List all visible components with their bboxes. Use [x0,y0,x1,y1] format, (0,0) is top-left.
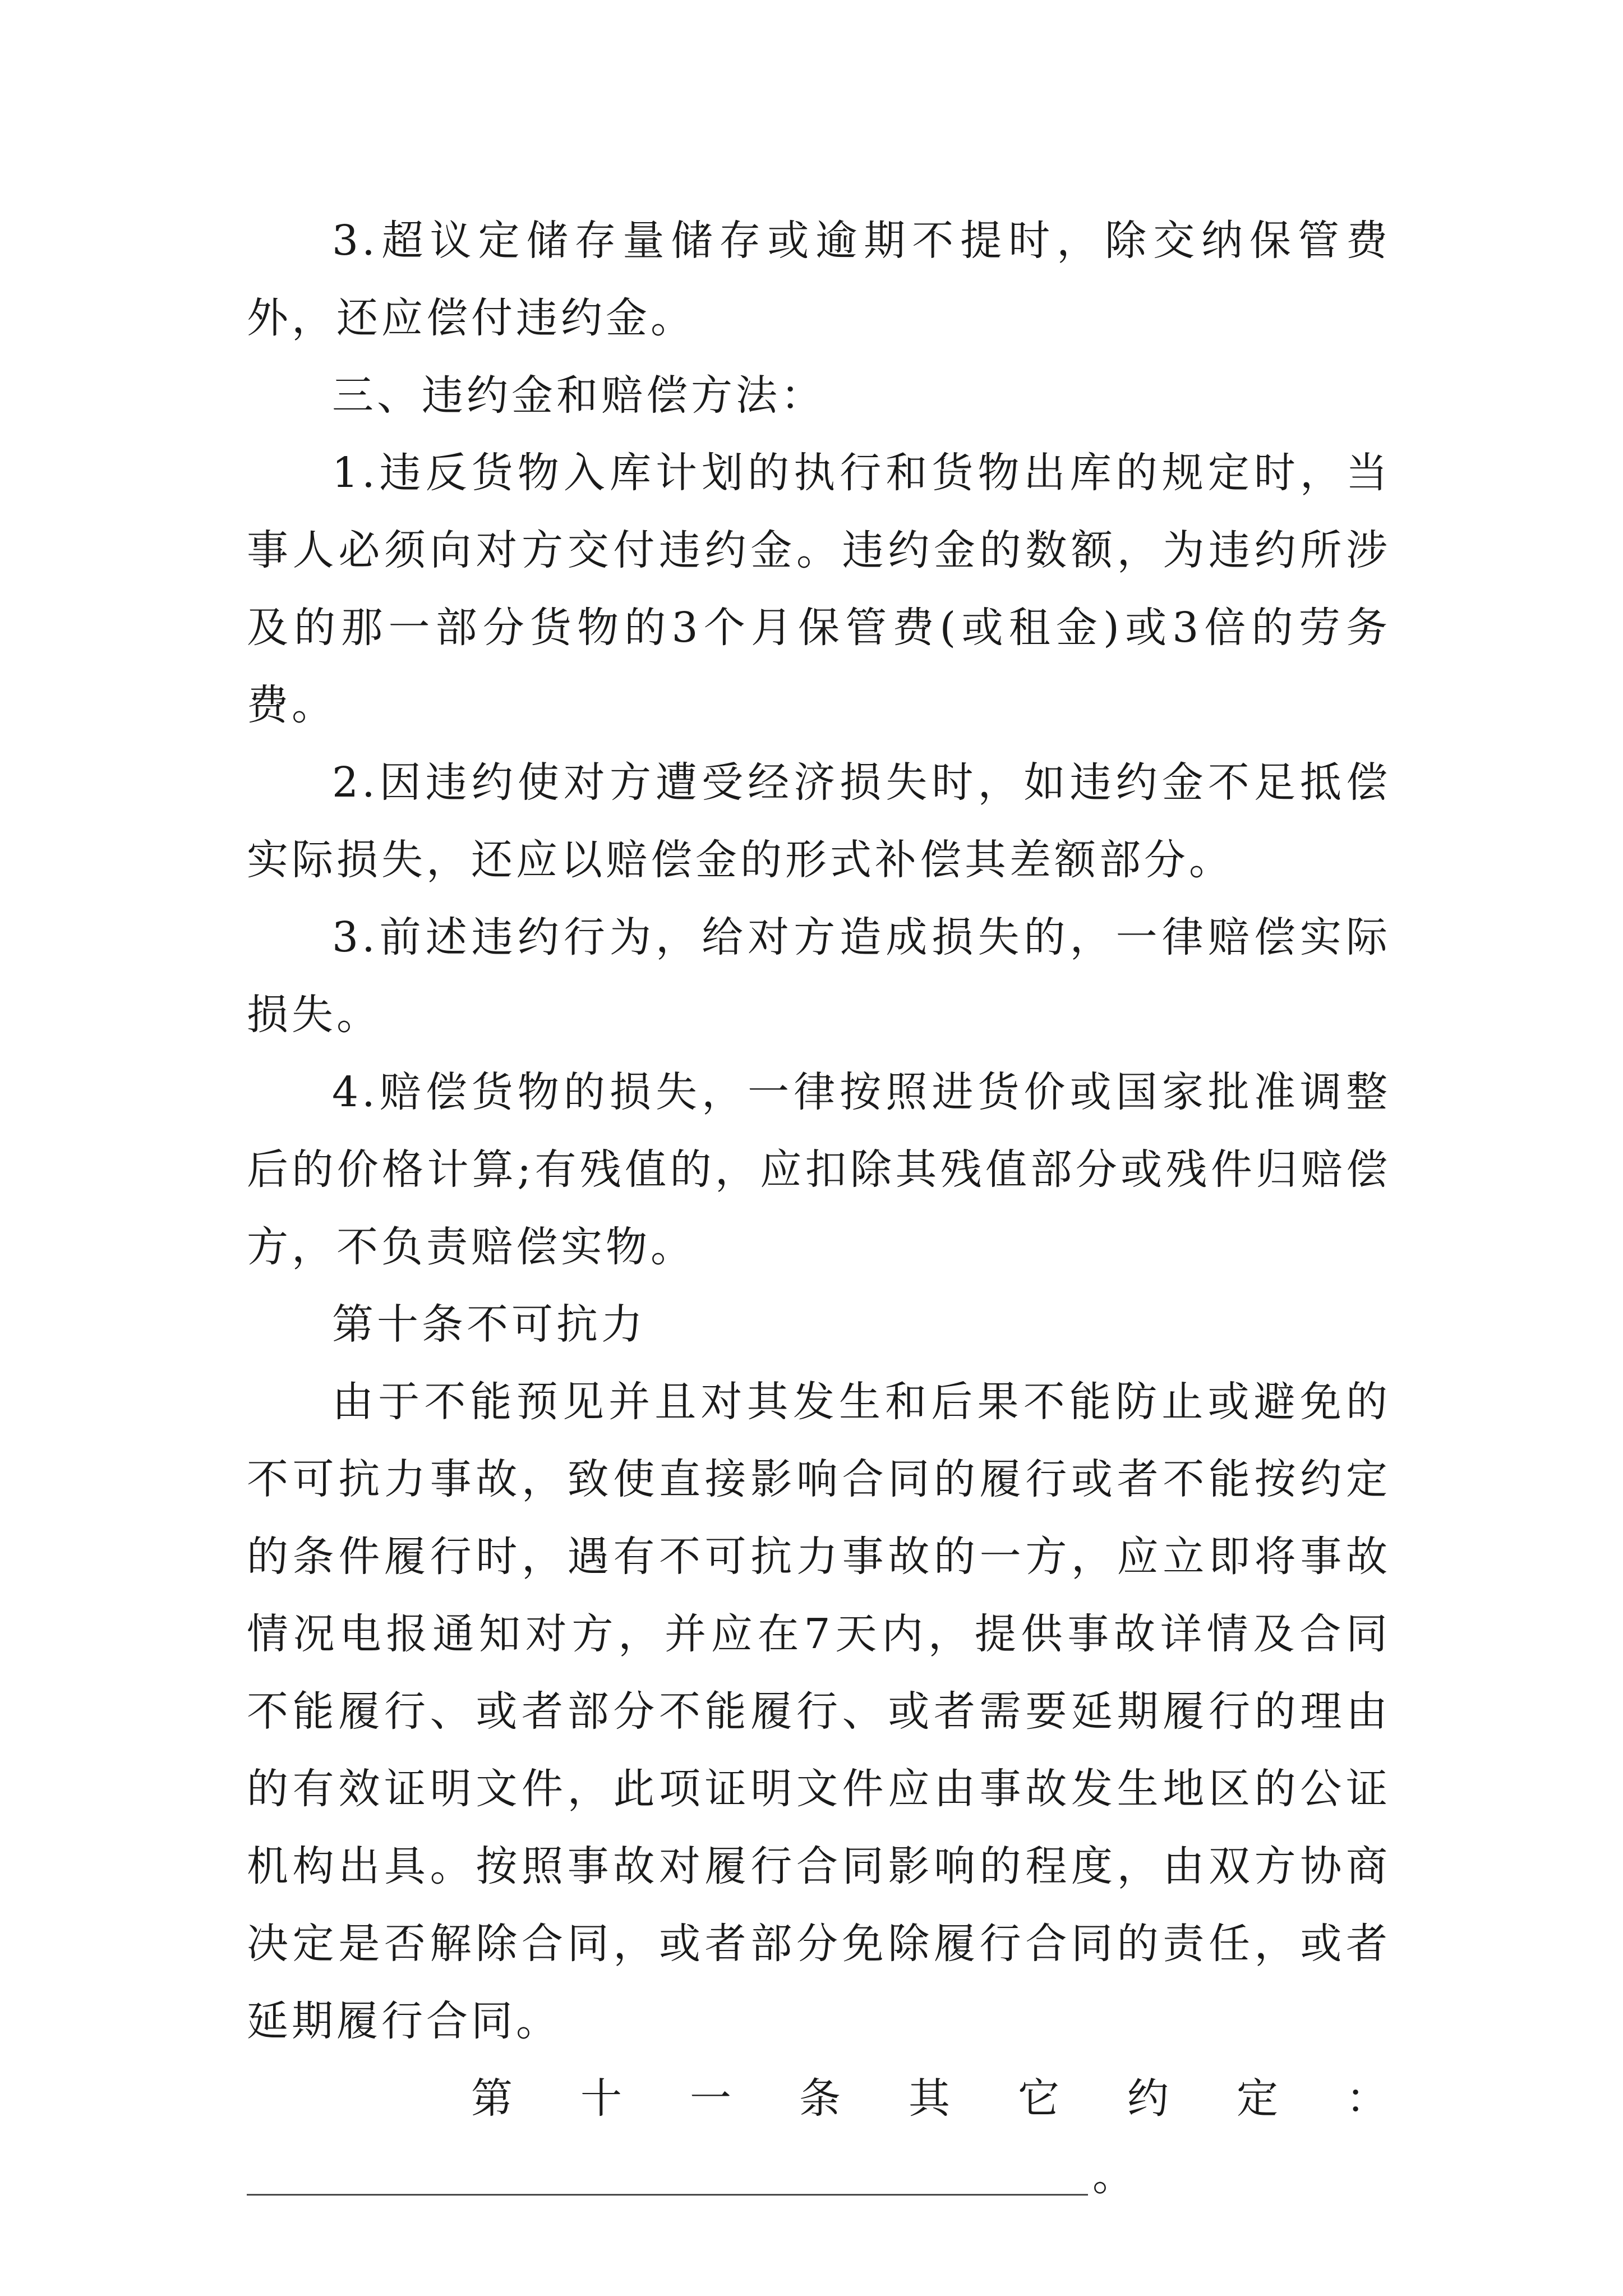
fill-in-blank-line [247,2137,1391,2215]
penalty-item-3: 3.前述违约行为，给对方造成损失的，一律赔偿实际损失。 [247,913,1391,1039]
article-eleven-char: 第 [471,2074,516,2123]
article-eleven-char: 定 [1237,2074,1281,2123]
article-ten-heading: 第十条不可抗力 [332,1300,646,1349]
article-eleven-char: 它 [1018,2074,1063,2123]
article-eleven-char: ： [1346,2074,1391,2123]
article-eleven-char: 一 [690,2074,735,2123]
article-eleven-char: 约 [1127,2074,1172,2123]
penalty-item-2: 2.因违约使对方遭受经济损失时，如违约金不足抵偿实际损失，还应以赔偿金的形式补偿其差额部分。 [247,758,1391,884]
article-eleven-char: 其 [909,2074,953,2123]
force-majeure-paragraph: 由于不能预见并且对其发生和后果不能防止或避免的不可抗力事故，致使直接影响合同的履行或者不能按约定的条件履行时，遇有不可抗力事故的一方，应立即将事故情况电报通知对方，并应在7天内，提供事故详情及合同不能履行、或者部分不能履行、或者需要延期履行的理由的有效证明文件，此项证明文件应由事故发生地区的公证机构出具。按照事故对履行合同影响的程度，由双方协商决定是否解除合同，或者部分免除履行合同的责任，或者延期履行合同。 [247,1378,1391,2045]
article-eleven-heading [247,2060,1391,2137]
clause-3-overstorage: 3.超议定储存量储存或逾期不提时，除交纳保管费外，还应偿付违约金。 [247,217,1391,342]
contract-body [247,202,1391,2215]
penalty-item-1: 1.违反货物入库计划的执行和货物出库的规定时，当事人必须向对方交付违约金。违约金的数额，为违约所涉及的那一部分货物的3个月保管费(或租金)或3倍的劳务费。 [247,449,1391,729]
article-eleven-char: 十 [580,2074,625,2123]
article-eleven-char: 条 [799,2074,844,2123]
blank-underline [247,2194,1088,2196]
section-penalty-heading: 三、违约金和赔偿方法： [332,371,826,420]
penalty-item-4: 4.赔偿货物的损失，一律按照进货价或国家批准调整后的价格计算;有残值的，应扣除其残值部分或残件归赔偿方，不负责赔偿实物。 [247,1068,1391,1271]
blank-period: 。 [1092,2152,1137,2200]
